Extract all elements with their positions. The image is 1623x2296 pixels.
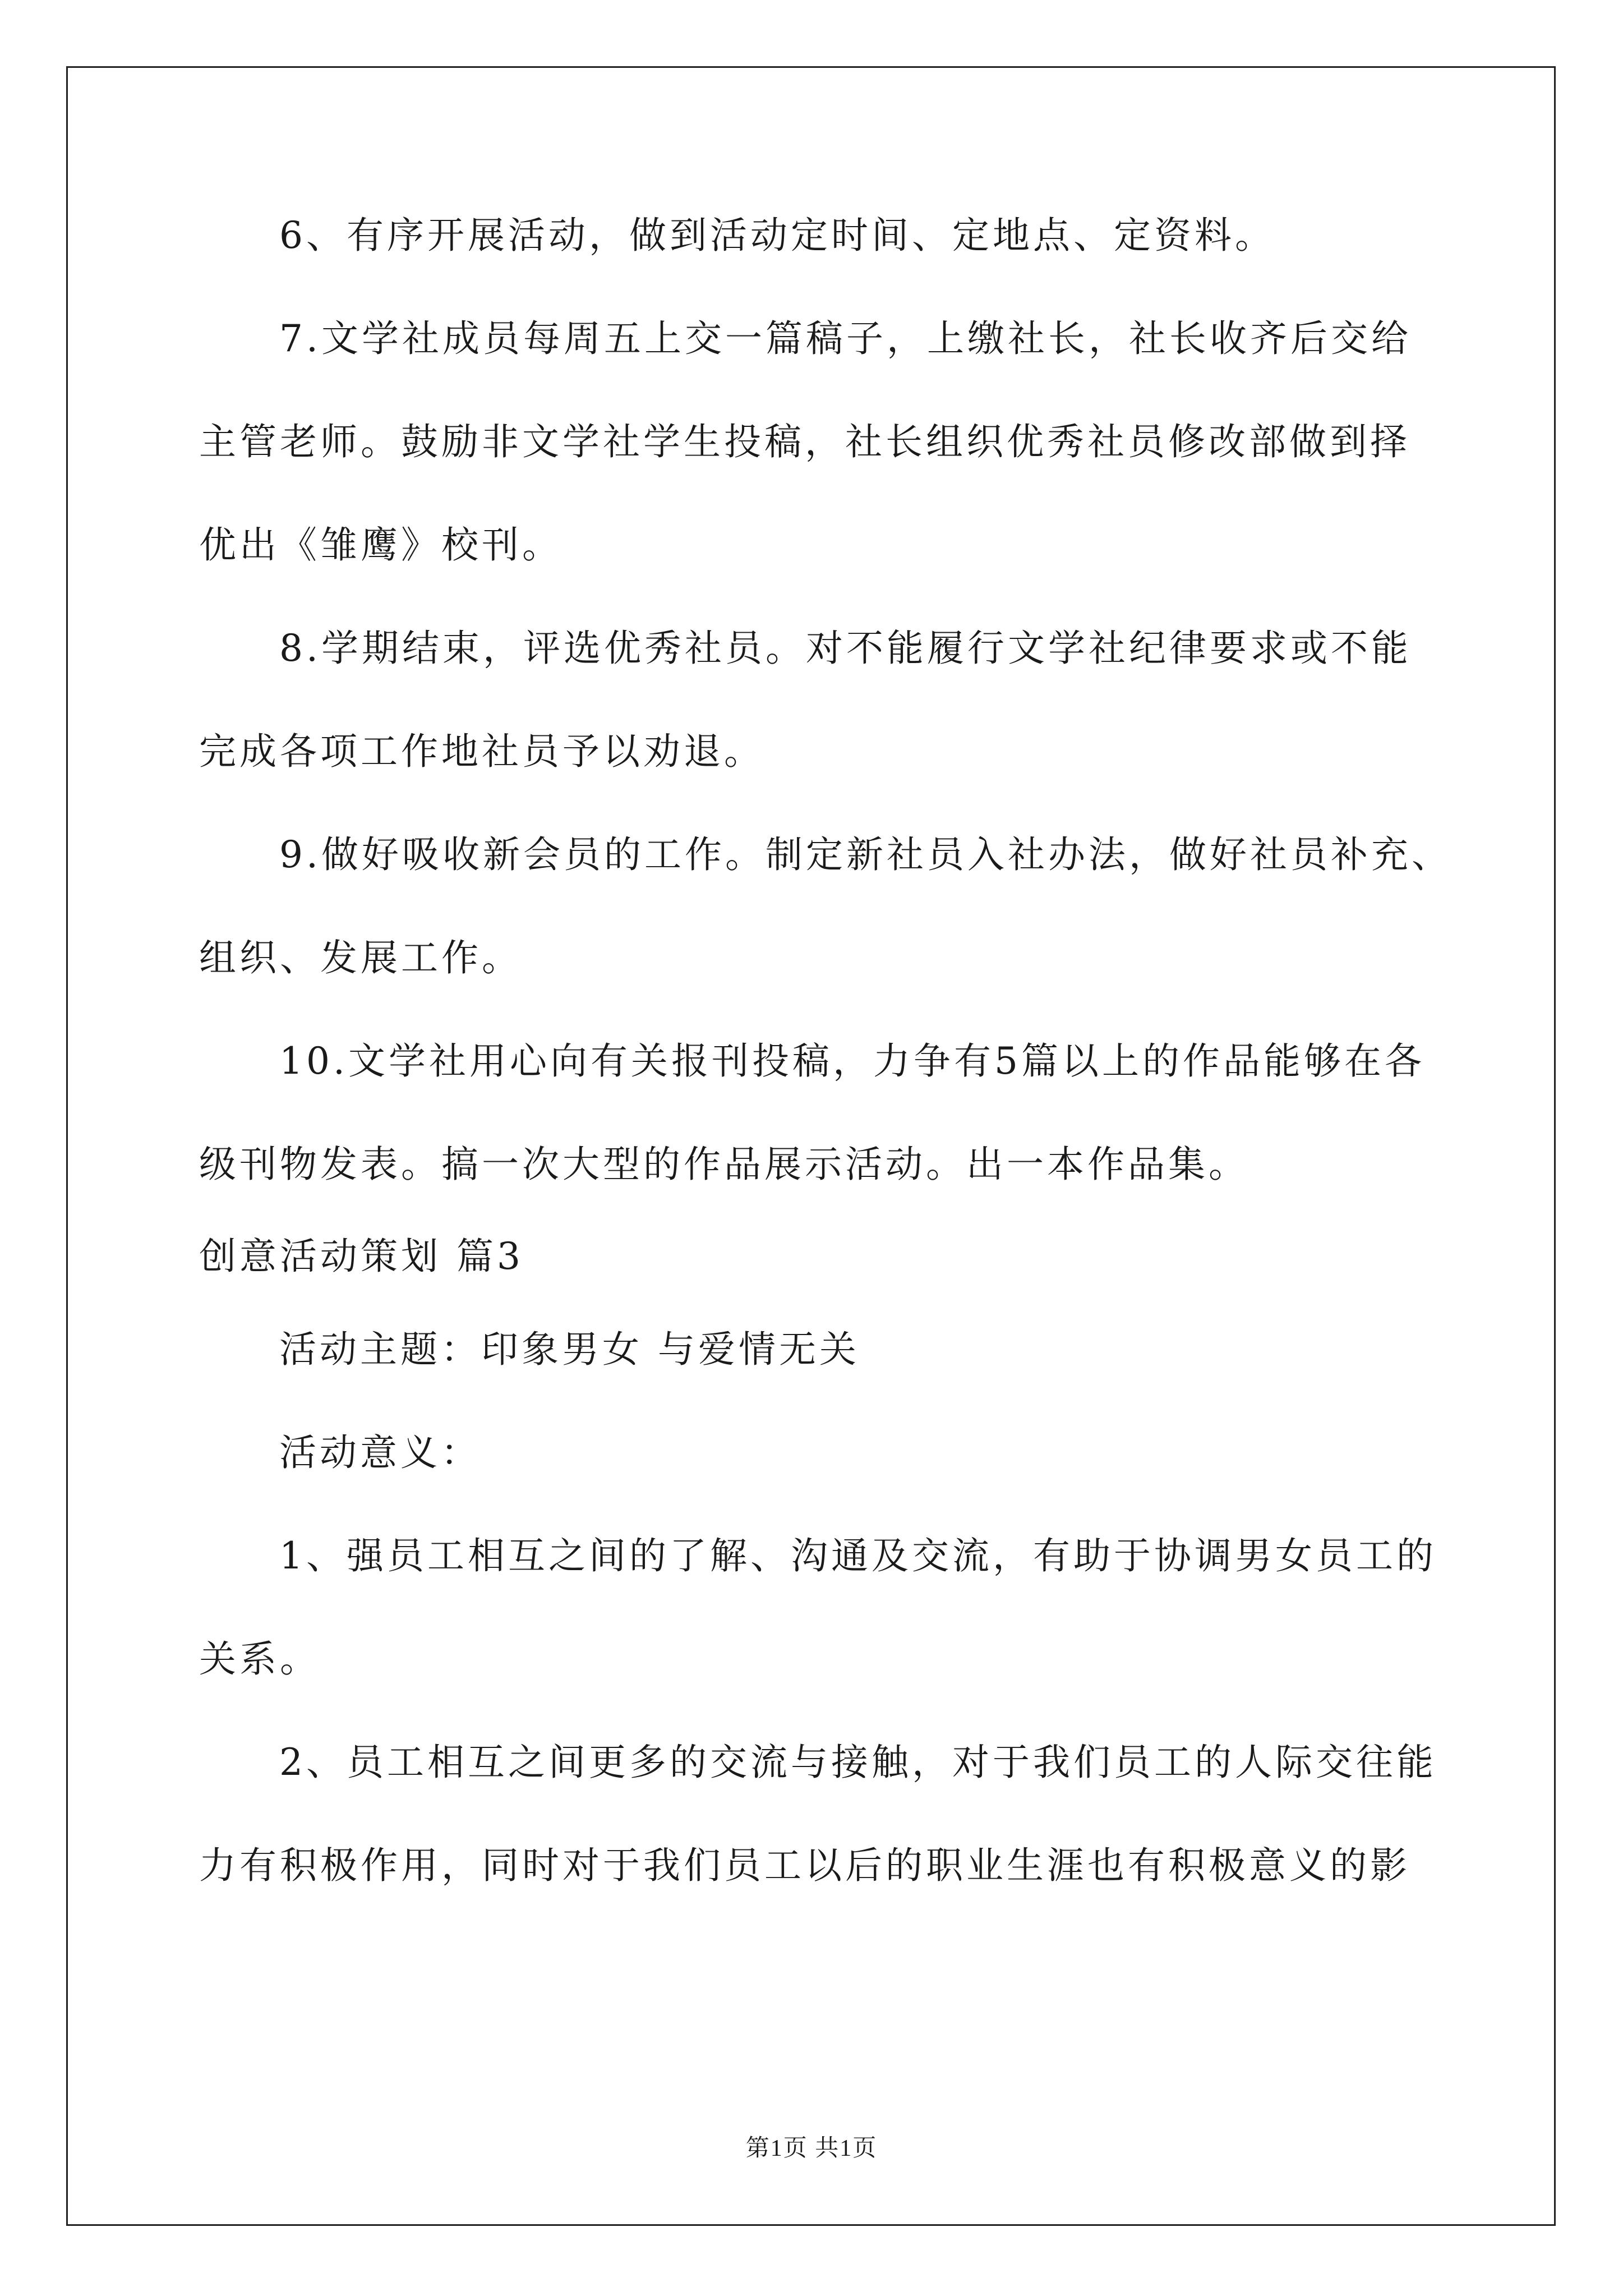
paragraph-line: 8.学期结束，评选优秀社员。对不能履行文学社纪律要求或不能 bbox=[279, 627, 1412, 670]
paragraph-line: 活动意义： bbox=[279, 1431, 481, 1474]
paragraph-line: 级刊物发表。搞一次大型的作品展示活动。出一本作品集。 bbox=[199, 1143, 1249, 1186]
paragraph-line: 1、强员工相互之间的了解、沟通及交流，有助于协调男女员工的 bbox=[279, 1534, 1437, 1577]
paragraph-line: 力有积极作用，同时对于我们员工以后的职业生涯也有积极意义的影 bbox=[199, 1844, 1410, 1887]
paragraph-line: 2、员工相互之间更多的交流与接触，对于我们员工的人际交往能 bbox=[279, 1741, 1437, 1784]
page-footer: 第1页 共1页 bbox=[745, 2136, 878, 2161]
paragraph-line: 组织、发展工作。 bbox=[199, 936, 522, 979]
section-heading: 创意活动策划 篇3 bbox=[199, 1235, 524, 1278]
paragraph-line: 主管老师。鼓励非文学社学生投稿，社长组织优秀社员修改部做到择 bbox=[199, 420, 1410, 463]
paragraph-line: 7.文学社成员每周五上交一篇稿子，上缴社长，社长收齐后交给 bbox=[279, 317, 1412, 360]
paragraph-line: 活动主题：印象男女 与爱情无关 bbox=[279, 1328, 860, 1371]
paragraph-line: 关系。 bbox=[199, 1637, 320, 1681]
paragraph-line: 10.文学社用心向有关报刊投稿，力争有5篇以上的作品能够在各 bbox=[279, 1039, 1425, 1083]
paragraph-line: 9.做好吸收新会员的工作。制定新社员入社办法，做好社员补充、 bbox=[279, 833, 1452, 876]
paragraph-line: 优出《雏鹰》校刊。 bbox=[199, 523, 562, 567]
paragraph-line: 6、有序开展活动，做到活动定时间、定地点、定资料。 bbox=[279, 214, 1275, 257]
paragraph-line: 完成各项工作地社员予以劝退。 bbox=[199, 730, 764, 773]
